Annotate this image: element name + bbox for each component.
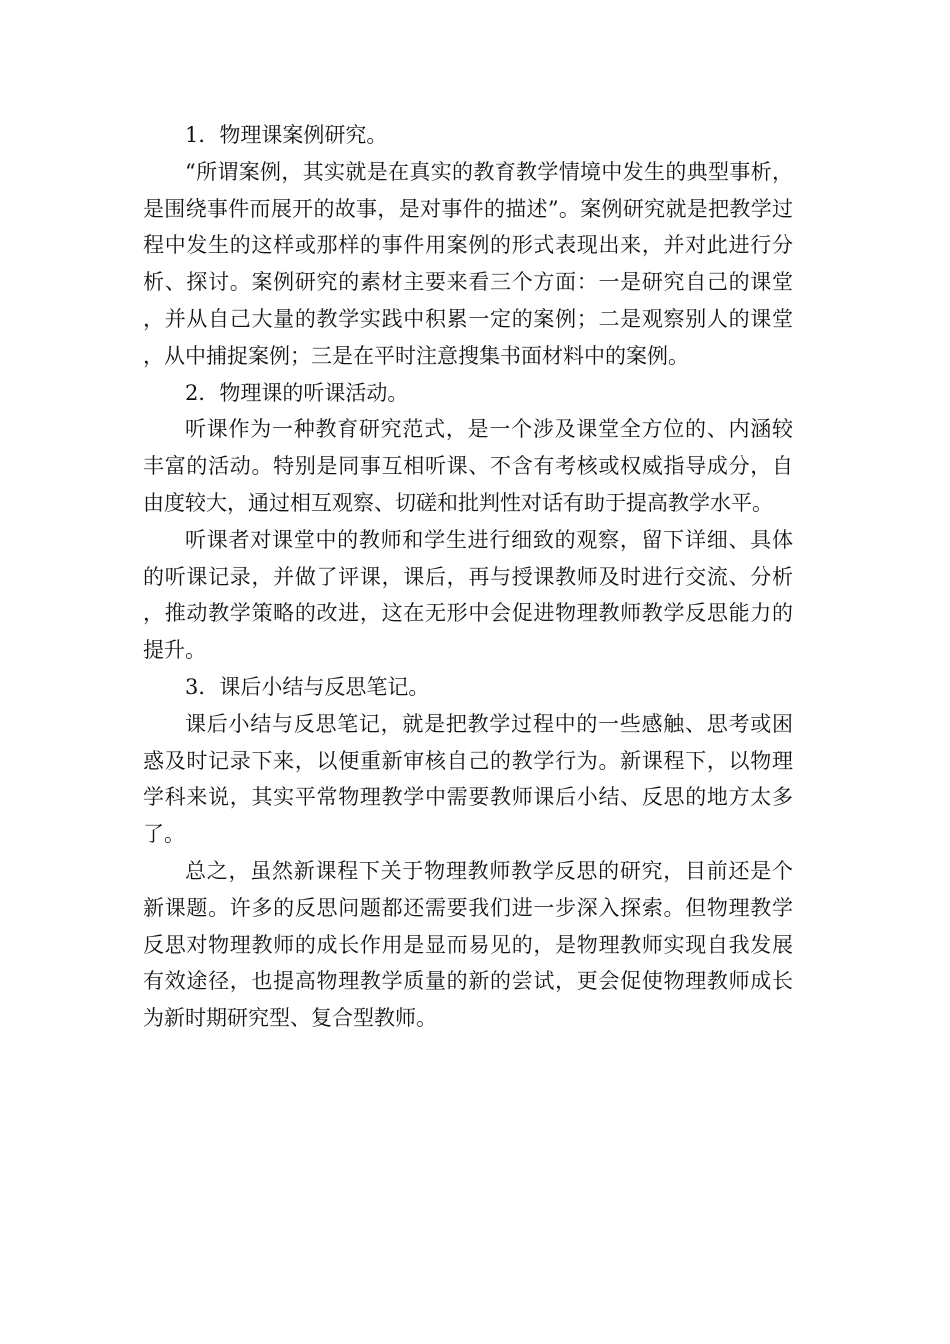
paragraph-lesson-observation-detail: 听课者对课堂中的教师和学生进行细致的观察，留下详细、具体的听课记录，并做了评课，课后，再与授课教师及时进行交流、分析，推动教学策略的改进，这在无形中会促进物理教师教学反思能力的提升。 <box>143 527 793 663</box>
paragraph-reflection-notes: 课后小结与反思笔记，就是把教学过程中的一些感触、思考或困惑及时记录下来，以便重新审核自己的教学行为。新课程下，以物理学科来说，其实平常物理教学中需要教师课后小结、反思的地方太多了。 <box>143 711 793 847</box>
section-heading-reflection-notes: 3．课后小结与反思笔记。 <box>185 674 430 699</box>
paragraph-case-study: “所谓案例，其实就是在真实的教育教学情境中发生的典型事析，是围绕事件而展开的故事，是对事件的描述”。案例研究就是把教学过程中发生的这样或那样的事件用案例的形式表现出来，并对此进行分析、探讨。案例研究的素材主要来看三个方面：一是研究自己的课堂，并从自己大量的教学实践中积累一定的案例；二是观察别人的课堂，从中捕捉案例；三是在平时注意搜集书面材料中的案例。 <box>143 159 793 368</box>
section-heading-lesson-observation: 2．物理课的听课活动。 <box>185 380 409 405</box>
document-body <box>143 117 793 1037</box>
paragraph-lesson-observation-intro: 听课作为一种教育研究范式，是一个涉及课堂全方位的、内涵较丰富的活动。特别是同事互相听课、不含有考核或权威指导成分，自由度较大，通过相互观察、切磋和批判性对话有助于提高教学水平。 <box>143 417 793 515</box>
paragraph-conclusion: 总之，虽然新课程下关于物理教师教学反思的研究，目前还是个新课题。许多的反思问题都还需要我们进一步深入探索。但物理教学反思对物理教师的成长作用是显而易见的，是物理教师实现自我发展有效途径，也提高物理教学质量的新的尝试，更会促使物理教师成长为新时期研究型、复合型教师。 <box>143 858 793 1031</box>
section-heading-case-study: 1．物理课案例研究。 <box>185 123 388 147</box>
